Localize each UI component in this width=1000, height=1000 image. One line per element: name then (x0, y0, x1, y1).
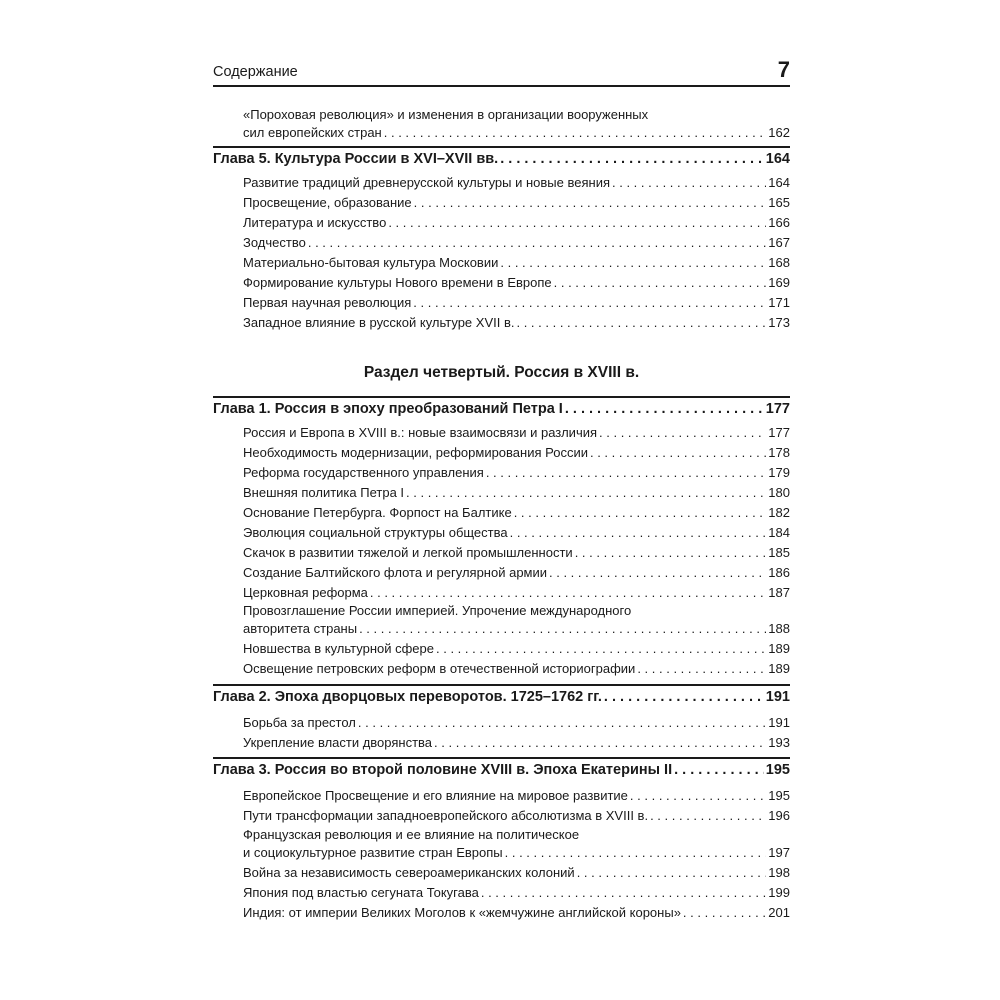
leader-dots (434, 734, 766, 752)
toc-entry-page: 184 (768, 525, 790, 540)
toc-entry-page: 171 (768, 295, 790, 310)
toc-entry-page: 166 (768, 215, 790, 230)
chapter-page: 191 (765, 689, 790, 705)
toc-entry-page: 189 (768, 661, 790, 676)
leader-dots (674, 760, 764, 780)
leader-dots (516, 314, 766, 332)
leader-dots (577, 864, 767, 882)
toc-entry-page: 164 (768, 175, 790, 190)
toc-entry-title: Первая научная революция (243, 295, 412, 310)
toc-entry (243, 602, 790, 638)
toc-entry (243, 904, 790, 922)
leader-dots (599, 424, 766, 442)
toc-entry-title: Освещение петровских реформ в отечественной историографии (243, 661, 636, 676)
toc-entry-page: 169 (768, 275, 790, 290)
leader-dots (514, 504, 767, 522)
toc-entry-title: Материально-бытовая культура Московии (243, 255, 499, 270)
toc-entry-page: 165 (768, 195, 790, 210)
leader-dots (575, 544, 767, 562)
toc-entry-title: Зодчество (243, 235, 306, 250)
toc-entry-page: 191 (768, 715, 790, 730)
toc-entry (243, 174, 790, 192)
header-rule (213, 85, 790, 87)
toc-entry-page: 167 (768, 235, 790, 250)
toc-entry-title: Россия и Европа в XVIII в.: новые взаимосвязи и различия (243, 425, 598, 440)
toc-entry-title: Необходимость модернизации, реформирования России (243, 445, 588, 460)
toc-entry-title: Западное влияние в русской культуре XVII в. (243, 315, 515, 330)
toc-entry-title-cont: авторитета страны (243, 621, 358, 636)
leader-dots (630, 787, 766, 805)
toc-entry (243, 584, 790, 602)
leader-dots (683, 904, 766, 922)
toc-entry (243, 194, 790, 212)
leader-dots (359, 620, 766, 638)
leader-dots (308, 234, 766, 252)
leader-dots (413, 294, 766, 312)
leader-dots (384, 124, 767, 142)
chapter-title: Глава 3. Россия во второй половине XVIII в. Эпоха Екатерины II (213, 762, 673, 778)
chapter-rule (213, 684, 790, 686)
toc-entry (243, 864, 790, 882)
toc-entry-page: 162 (768, 125, 790, 140)
toc-entry (243, 484, 790, 502)
toc-entry-title: Французская революция и ее влияние на политическое (243, 827, 580, 842)
leader-dots (505, 844, 767, 862)
toc-entry-page: 178 (768, 445, 790, 460)
toc-entry-page: 189 (768, 641, 790, 656)
toc-entry-page: 186 (768, 565, 790, 580)
leader-dots (565, 399, 764, 419)
toc-entry-title: Формирование культуры Нового времени в Европе (243, 275, 552, 290)
leader-dots (549, 564, 766, 582)
toc-entry-page: 193 (768, 735, 790, 750)
toc-entry-title: Основание Петербурга. Форпост на Балтике (243, 505, 512, 520)
toc-entry-title: Скачок в развитии тяжелой и легкой промышленности (243, 545, 573, 560)
chapter-title: Глава 5. Культура России в XVI–XVII вв. (213, 151, 499, 167)
toc-entry-page: 179 (768, 465, 790, 480)
chapter-heading (213, 687, 790, 707)
chapter-title: Глава 1. Россия в эпоху преобразований Петра I (213, 401, 563, 417)
toc-entry-title: Внешняя политика Петра I (243, 485, 405, 500)
leader-dots (500, 149, 764, 169)
toc-entry-title: Япония под властью сегуната Токугава (243, 885, 479, 900)
leader-dots (436, 640, 766, 658)
toc-entry (243, 504, 790, 522)
chapter-heading (213, 149, 790, 169)
toc-entry (243, 254, 790, 272)
toc-entry-title: Эволюция социальной структуры общества (243, 525, 508, 540)
leader-dots (637, 660, 766, 678)
toc-entry (243, 234, 790, 252)
toc-entry (243, 294, 790, 312)
toc-entry (243, 424, 790, 442)
toc-entry-page: 173 (768, 315, 790, 330)
toc-entry (243, 660, 790, 678)
toc-entry (243, 524, 790, 542)
toc-entry-page: 187 (768, 585, 790, 600)
toc-entry (243, 826, 790, 862)
chapter-title: Глава 2. Эпоха дворцовых переворотов. 1725–1762 гг. (213, 689, 602, 705)
chapter-page: 177 (765, 401, 790, 417)
toc-entry-page: 199 (768, 885, 790, 900)
toc-entry-title: Новшества в культурной сфере (243, 641, 435, 656)
toc-entry-page: 185 (768, 545, 790, 560)
chapter-heading (213, 399, 790, 419)
leader-dots (406, 484, 766, 502)
toc-entry-title-cont: сил европейских стран (243, 125, 382, 140)
toc-entry-page: 198 (768, 865, 790, 880)
toc-entry-title: Война за независимость североамериканских колоний (243, 865, 575, 880)
leader-dots (612, 174, 766, 192)
toc-entry (243, 544, 790, 562)
toc-entry (243, 214, 790, 232)
toc-entry-page: 180 (768, 485, 790, 500)
toc-entry (243, 640, 790, 658)
toc-entry-title: Литература и искусство (243, 215, 387, 230)
toc-entry (243, 787, 790, 805)
toc-entry-title: Церковная реформа (243, 585, 368, 600)
toc-entry (243, 807, 790, 825)
toc-entry-title: «Пороховая революция» и изменения в организации вооруженных (243, 107, 649, 122)
toc-entry-title: Реформа государственного управления (243, 465, 484, 480)
leader-dots (414, 194, 767, 212)
leader-dots (510, 524, 767, 542)
toc-entry-page: 177 (768, 425, 790, 440)
toc-entry (243, 106, 790, 142)
toc-entry-page: 168 (768, 255, 790, 270)
toc-entry-page: 196 (768, 808, 790, 823)
toc-entry-title-cont: и социокультурное развитие стран Европы (243, 845, 503, 860)
toc-entry-title: Развитие традиций древнерусской культуры и новые веяния (243, 175, 611, 190)
toc-entry-title: Провозглашение России империей. Упрочение международного (243, 603, 632, 618)
toc-entry (243, 274, 790, 292)
header-title: Содержание (213, 64, 298, 80)
chapter-rule (213, 396, 790, 398)
toc-entry-title: Индия: от империи Великих Моголов к «жемчужине английской короны» (243, 905, 681, 920)
chapter-rule (213, 757, 790, 759)
chapter-page: 164 (765, 151, 790, 167)
chapter-page: 195 (765, 762, 790, 778)
toc-entry (243, 884, 790, 902)
toc-entry-title: Пути трансформации западноевропейского абсолютизма в XVIII в. (243, 808, 649, 823)
toc-entry-title: Укрепление власти дворянства (243, 735, 433, 750)
toc-entry (243, 464, 790, 482)
toc-entry-page: 188 (768, 621, 790, 636)
toc-entry (243, 734, 790, 752)
toc-entry-page: 197 (768, 845, 790, 860)
page-number: 7 (777, 57, 790, 82)
leader-dots (358, 714, 766, 732)
toc-entry-title: Просвещение, образование (243, 195, 412, 210)
toc-entry-title: Создание Балтийского флота и регулярной армии (243, 565, 548, 580)
toc-entry (243, 444, 790, 462)
chapter-heading (213, 760, 790, 780)
toc-entry-page: 195 (768, 788, 790, 803)
section-title: Раздел четвертый. Россия в XVIII в. (363, 364, 640, 381)
toc-entry-page: 201 (768, 905, 790, 920)
toc-entry-title: Борьба за престол (243, 715, 356, 730)
chapter-rule (213, 146, 790, 148)
leader-dots (500, 254, 766, 272)
leader-dots (590, 444, 766, 462)
leader-dots (650, 807, 766, 825)
toc-entry-page: 182 (768, 505, 790, 520)
leader-dots (388, 214, 766, 232)
leader-dots (481, 884, 766, 902)
toc-entry (243, 714, 790, 732)
leader-dots (370, 584, 766, 602)
toc-entry-title: Европейское Просвещение и его влияние на мировое развитие (243, 788, 628, 803)
toc-entry (243, 564, 790, 582)
leader-dots (554, 274, 767, 292)
leader-dots (486, 464, 766, 482)
toc-entry (243, 314, 790, 332)
leader-dots (604, 687, 764, 707)
running-header (213, 56, 790, 86)
